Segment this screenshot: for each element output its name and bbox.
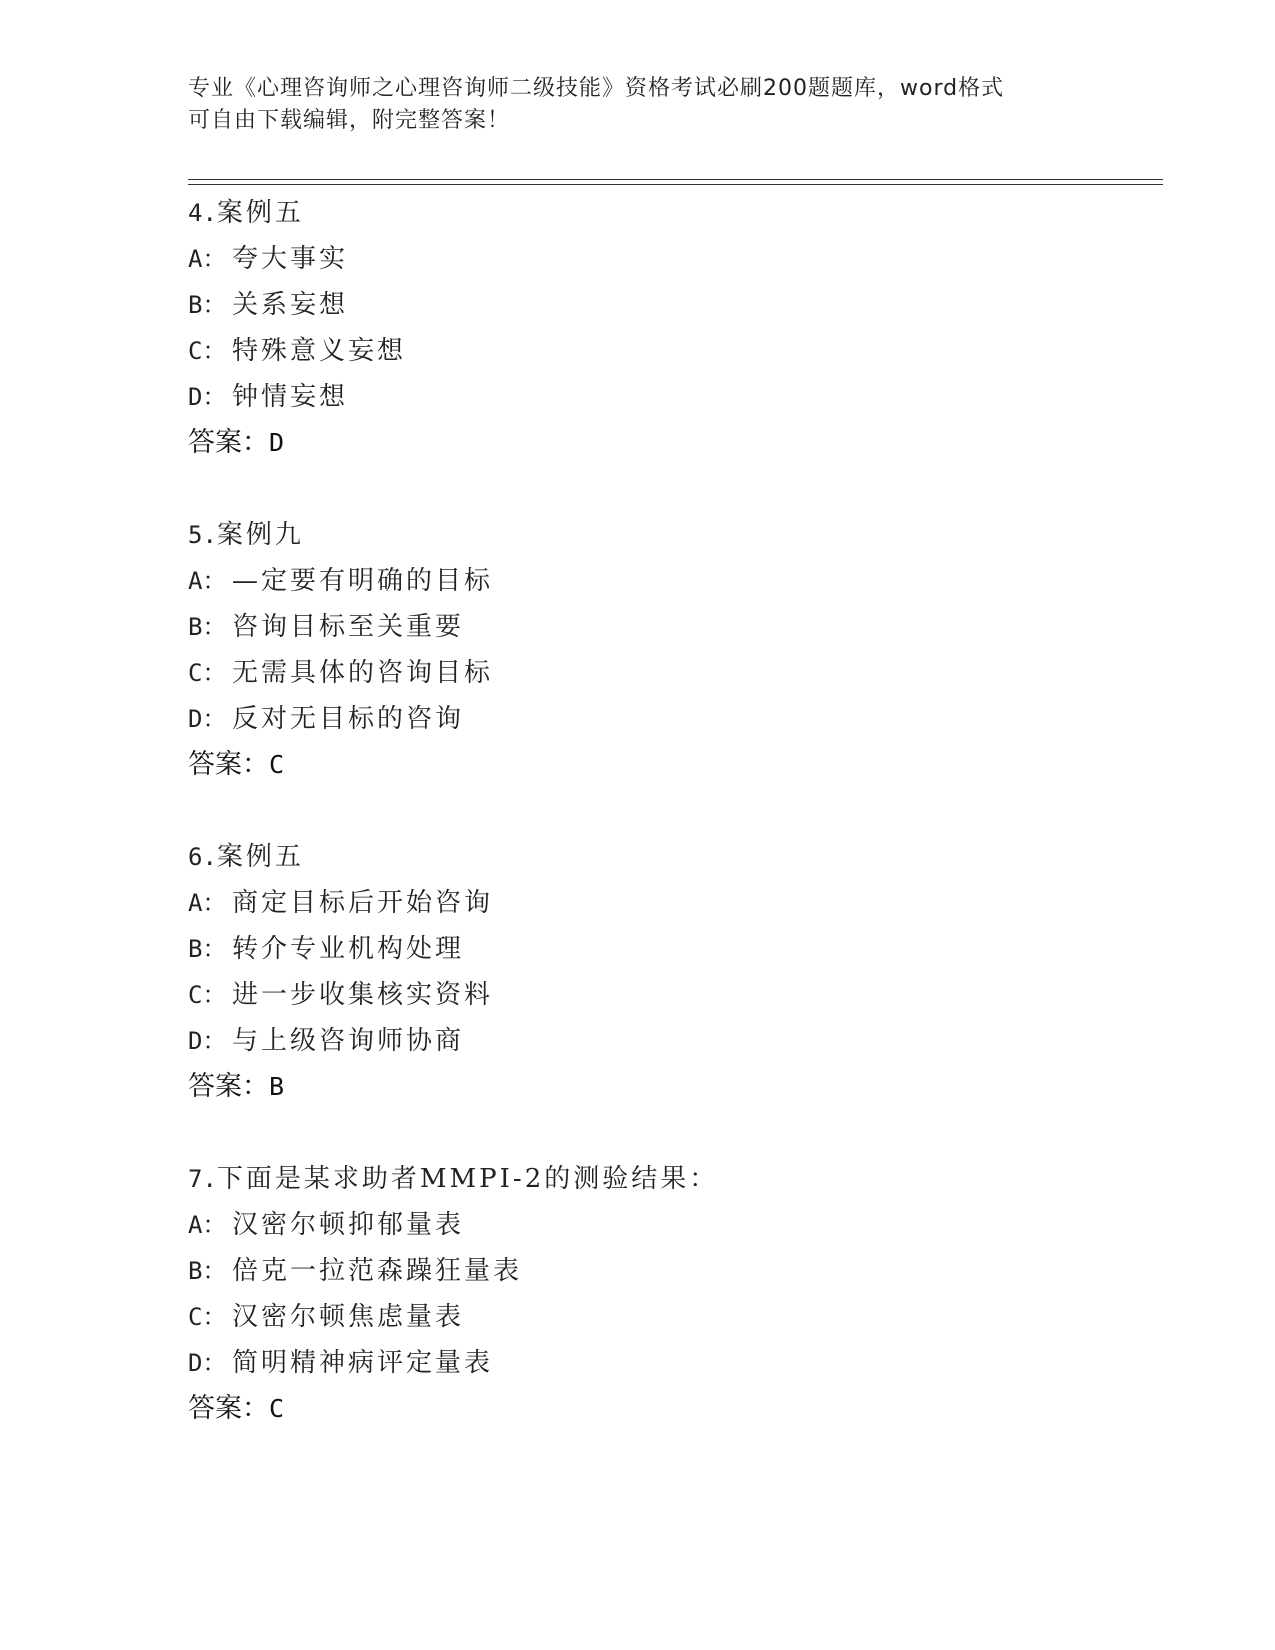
option-b	[188, 926, 1163, 972]
option-label: B：	[188, 613, 227, 641]
option-label: B：	[188, 291, 227, 319]
option-text: 商定目标后开始咨询	[232, 888, 494, 918]
option-b	[188, 604, 1163, 650]
question-stem	[188, 512, 1163, 558]
option-a	[188, 558, 1163, 604]
answer-label: 答案：	[188, 1071, 269, 1102]
question-text: 案例九	[216, 520, 304, 550]
document-header	[188, 73, 1068, 137]
question-number: 5.	[188, 521, 217, 549]
option-label: C：	[188, 659, 227, 687]
question-text: 案例五	[216, 198, 304, 228]
option-c	[188, 1294, 1163, 1340]
header-line-2: 可自由下载编辑，附完整答案！	[188, 108, 511, 133]
option-a	[188, 880, 1163, 926]
option-label: C：	[188, 981, 227, 1009]
option-label: D：	[188, 1349, 227, 1377]
header-line-1: 专业《心理咨询师之心理咨询师二级技能》资格考试必刷200题题库，word格式	[188, 76, 1005, 101]
option-c	[188, 972, 1163, 1018]
header-divider-top	[188, 179, 1163, 180]
option-a	[188, 236, 1163, 282]
question-stem	[188, 1156, 1163, 1202]
option-text: 咨询目标至关重要	[232, 612, 465, 642]
option-text: 钟情妄想	[232, 382, 349, 412]
option-text: 转介专业机构处理	[232, 934, 465, 964]
option-label: B：	[188, 1257, 227, 1285]
question-text: 下面是某求助者MMPI-2的测验结果：	[216, 1164, 719, 1194]
answer-value: C	[269, 750, 285, 779]
question-number: 4.	[188, 199, 217, 227]
option-text: 与上级咨询师协商	[232, 1026, 465, 1056]
option-label: D：	[188, 383, 227, 411]
option-text: 反对无目标的咨询	[232, 704, 465, 734]
question-number: 7.	[188, 1165, 217, 1193]
answer-line	[188, 1064, 1163, 1110]
answer-line	[188, 420, 1163, 466]
option-label: A：	[188, 1211, 227, 1239]
option-text: —定要有明确的目标	[232, 566, 494, 596]
option-text: 进一步收集核实资料	[232, 980, 494, 1010]
option-label: D：	[188, 1027, 227, 1055]
answer-label: 答案：	[188, 1393, 269, 1424]
option-text: 简明精神病评定量表	[232, 1348, 494, 1378]
option-label: C：	[188, 1303, 227, 1331]
question-stem	[188, 190, 1163, 236]
question-number: 6.	[188, 843, 217, 871]
answer-value: B	[269, 1072, 285, 1101]
option-c	[188, 650, 1163, 696]
answer-label: 答案：	[188, 749, 269, 780]
option-c	[188, 328, 1163, 374]
option-label: A：	[188, 567, 227, 595]
option-label: A：	[188, 889, 227, 917]
answer-value: C	[269, 1394, 285, 1423]
answer-label: 答案：	[188, 427, 269, 458]
question-list	[188, 190, 1163, 1432]
option-a	[188, 1202, 1163, 1248]
answer-line	[188, 742, 1163, 788]
option-b	[188, 282, 1163, 328]
question-item	[188, 512, 1163, 788]
option-d	[188, 696, 1163, 742]
option-d	[188, 374, 1163, 420]
option-text: 关系妄想	[232, 290, 349, 320]
question-item	[188, 190, 1163, 466]
option-label: D：	[188, 705, 227, 733]
option-d	[188, 1018, 1163, 1064]
option-text: 特殊意义妄想	[232, 336, 407, 366]
option-label: B：	[188, 935, 227, 963]
answer-line	[188, 1386, 1163, 1432]
option-label: A：	[188, 245, 227, 273]
header-divider-bottom	[188, 184, 1163, 185]
option-d	[188, 1340, 1163, 1386]
question-item	[188, 1156, 1163, 1432]
option-text: 汉密尔顿抑郁量表	[232, 1210, 465, 1240]
option-text: 倍克一拉范森躁狂量表	[232, 1256, 523, 1286]
question-stem	[188, 834, 1163, 880]
option-text: 汉密尔顿焦虑量表	[232, 1302, 465, 1332]
question-text: 案例五	[216, 842, 304, 872]
answer-value: D	[269, 428, 285, 457]
option-label: C：	[188, 337, 227, 365]
option-b	[188, 1248, 1163, 1294]
option-text: 无需具体的咨询目标	[232, 658, 494, 688]
option-text: 夸大事实	[232, 244, 349, 274]
question-item	[188, 834, 1163, 1110]
